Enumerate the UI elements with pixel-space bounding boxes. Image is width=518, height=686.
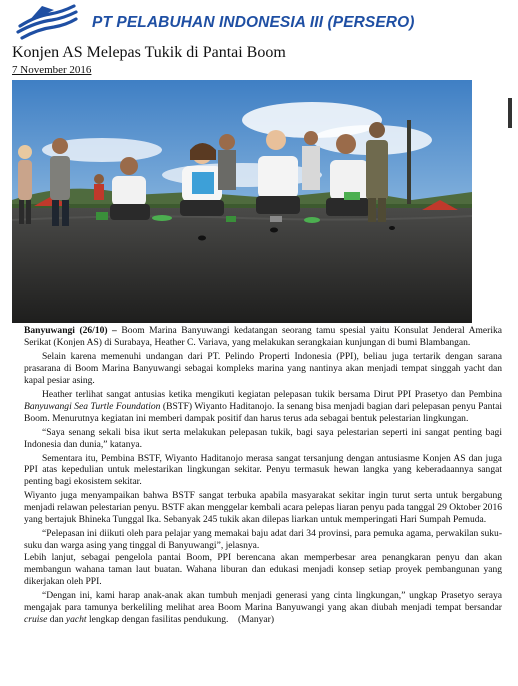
paragraph-9-text-a: “Dengan ini, kami harap anak-anak akan tumbuh menjadi generasi yang cinta lingkungan,” ungkap Prasetyo seraya mengajak para tamunya berkeliling melihat area Boom Marina Banyuwangi yang akan diubah menjadi tempat bersandar: [24, 590, 502, 613]
paragraph-2: Selain karena memenuhi undangan dari PT. Pelindo Properti Indonesia (PPI), beliau juga tertarik dengan sarana prasarana di Boom Marina Banyuwangi sebagai kompleks marina yang nantinya akan menjadi tempat singgah yacht dan kapal pesiar asing.: [24, 350, 502, 386]
paragraph-6: Wiyanto juga menyampaikan bahwa BSTF sangat terbuka apabila masyarakat sekitar ingin turut serta untuk bergabung menjadi relawan pelestarian penyu. BSTF akan menggelar kembali acara pelepas liaran penyu pada tanggal 29 Oktober 2016 yang bertajuk Bhineka Tunggal Ika. Sebanyak 245 tukik akan dilepas liarkan untuk memperingati Hari Sumpah Pemuda.: [24, 490, 502, 526]
paragraph-5: Sementara itu, Pembina BSTF, Wiyanto Haditanojo merasa sangat tersanjung dengan antusiasme Konjen AS dan juga PPI atas kepedulian untuk melestarikan lingkungan sekitar. Penyu termasuk hewan langka yang keberadaannya sangat penting bagi ekosistem sekitar.: [24, 452, 502, 488]
dateline: Banyuwangi (26/10) –: [24, 325, 117, 336]
foundation-name: Banyuwangi Sea Turtle Foundation: [24, 400, 161, 412]
cruise-word: cruise: [24, 613, 48, 625]
paragraph-4: “Saya senang sekali bisa ikut serta melakukan pelepasan tukik, bagi saya pelestarian seperti ini sangat penting bagi Indonesia dan dunia,” katanya.: [24, 426, 502, 450]
yacht-word: yacht: [65, 613, 87, 625]
paragraph-3-text-b: (BSTF) Wiyanto Haditanojo. Ia senang bisa menjadi bagian dari pelepasan penyu Pantai Boom. Menurutnya kegiatan ini memberi dampak positif dan harus terus ada sebagai bentuk pelestarian lingkungan.: [24, 400, 502, 424]
paragraph-1-text: Boom Marina Banyuwangi kedatangan seorang tamu spesial yaitu Konsulat Jenderal Amerika Serikat (Konjen AS) di Surabaya, Heather C. Variava, yang melakukan serangkaian kunjungan di bumi Blambangan.: [24, 325, 502, 348]
paragraph-1: [24, 325, 502, 349]
paragraph-9-text-b: dan: [47, 613, 66, 625]
paragraph-9: [24, 590, 502, 626]
paragraph-3-text-a: Heather terlihat sangat antusias ketika mengikuti kegiatan pelepasan tukik bersama Dirut PPI Prasetyo dan Pembina: [42, 388, 502, 400]
article-body: [24, 325, 502, 626]
paragraph-3: [24, 389, 502, 425]
paragraph-7: “Pelepasan ini diikuti oleh para pelajar yang memakai baju adat dari 34 provinsi, para pemuka agama, perwakilan suku-suku dan warga asing yang tinggal di Banyuwangi”, jelasnya.: [24, 528, 502, 552]
photo-turtle-release-icon: [12, 80, 472, 323]
letterhead: [0, 0, 518, 44]
author-credit: (Manyar): [237, 613, 275, 625]
pelindo-wave-logo-icon: [14, 2, 80, 42]
article-title: Konjen AS Melepas Tukik di Pantai Boom: [12, 44, 286, 61]
paragraph-9-text-c: lengkap dengan fasilitas pendukung.: [86, 613, 229, 625]
article-date: 7 November 2016: [12, 64, 92, 76]
paragraph-8: Lebih lanjut, sebagai pengelola pantai Boom, PPI berencana akan memperbesar area penangkaran penyu dan akan membangun wahana taman laut buatan. Wahana liburan dan edukasi menjadi konsep setiap proyek pembangunan yang dikerjakan oleh PPI.: [24, 552, 502, 588]
company-name: PT PELABUHAN INDONESIA III (PERSERO): [92, 14, 415, 31]
page-edge-mark: [506, 98, 516, 138]
